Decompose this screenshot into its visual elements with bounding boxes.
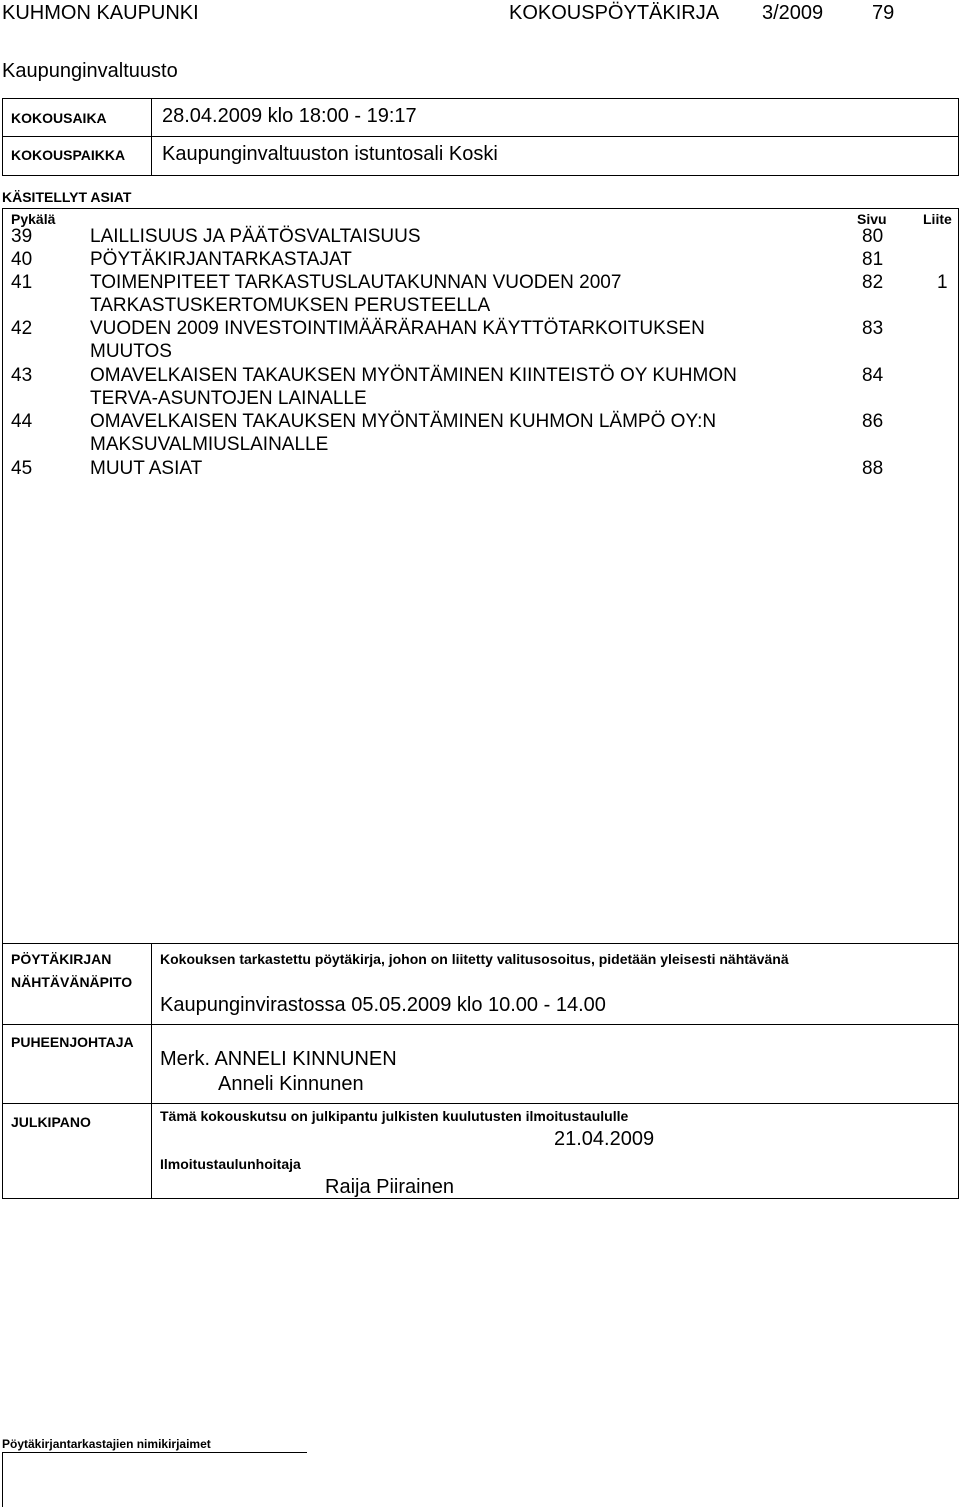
- display-text: Kokouksen tarkastettu pöytäkirja, johon on liitetty valitusosoitus, pidetään yleisesti nähtävänä: [160, 951, 789, 967]
- board-keeper-name: Raija Piirainen: [325, 1176, 454, 1198]
- item-page: 88: [862, 458, 884, 479]
- meeting-time-label: KOKOUSAIKA: [11, 110, 107, 126]
- col-section-header: Pykälä: [11, 211, 56, 227]
- item-page: 84: [862, 365, 884, 386]
- divider: [151, 943, 152, 1199]
- col-page-header: Sivu: [857, 211, 887, 227]
- posting-text: Tämä kokouskutsu on julkipantu julkisten kuulutusten ilmoitustaululle: [160, 1108, 629, 1124]
- item-page: 83: [862, 318, 884, 339]
- footer-box: [2, 943, 959, 1199]
- item-title: PÖYTÄKIRJANTARKASTAJAT: [90, 249, 352, 270]
- meeting-place-value: Kaupunginvaltuuston istuntosali Koski: [162, 143, 498, 165]
- item-number: 40: [11, 249, 33, 270]
- chair-line2: Anneli Kinnunen: [218, 1073, 364, 1095]
- item-page: 81: [862, 249, 884, 270]
- item-number: 43: [11, 365, 33, 386]
- signatures-label: Pöytäkirjantarkastajien nimikirjaimet: [2, 1437, 211, 1451]
- item-title: VUODEN 2009 INVESTOINTIMÄÄRÄRAHAN KÄYTTÖTARKOITUKSEN MUUTOS: [90, 318, 705, 362]
- item-number: 39: [11, 226, 33, 247]
- body-name: Kaupunginvaltuusto: [2, 60, 178, 82]
- item-number: 45: [11, 458, 33, 479]
- chair-line1: Merk. ANNELI KINNUNEN: [160, 1048, 397, 1070]
- board-keeper-label: Ilmoitustaulunhoitaja: [160, 1156, 301, 1172]
- signature-line: [2, 1452, 307, 1453]
- divider: [2, 136, 959, 137]
- item-number: 41: [11, 272, 33, 293]
- posting-label: JULKIPANO: [11, 1114, 91, 1130]
- col-attachment-header: Liite: [923, 211, 952, 227]
- divider: [2, 1103, 959, 1104]
- item-number: 42: [11, 318, 33, 339]
- item-title: OMAVELKAISEN TAKAUKSEN MYÖNTÄMINEN KIINTEISTÖ OY KUHMON TERVA-ASUNTOJEN LAINALLE: [90, 365, 737, 409]
- chair-label: PUHEENJOHTAJA: [11, 1034, 134, 1050]
- doc-type: KOKOUSPÖYTÄKIRJA: [509, 2, 720, 24]
- page-number: 79: [872, 2, 895, 24]
- meeting-place-label: KOKOUSPAIKKA: [11, 147, 126, 163]
- item-title: LAILLISUUS JA PÄÄTÖSVALTAISUUS: [90, 226, 421, 247]
- item-title: MUUT ASIAT: [90, 458, 203, 479]
- divider: [151, 98, 152, 176]
- item-page: 86: [862, 411, 884, 432]
- item-number: 44: [11, 411, 33, 432]
- signature-box-edge: [2, 1452, 3, 1507]
- doc-number: 3/2009: [762, 2, 824, 24]
- org-name: KUHMON KAUPUNKI: [2, 2, 199, 24]
- display-label-1: PÖYTÄKIRJAN: [11, 951, 112, 967]
- item-attachment: 1: [937, 272, 948, 293]
- divider: [2, 1024, 959, 1025]
- item-title: OMAVELKAISEN TAKAUKSEN MYÖNTÄMINEN KUHMON LÄMPÖ OY:N MAKSUVALMIUSLAINALLE: [90, 411, 717, 455]
- item-page: 82: [862, 272, 884, 293]
- item-title: TOIMENPITEET TARKASTUSLAUTAKUNNAN VUODEN 2007 TARKASTUSKERTOMUKSEN PERUSTEELLA: [90, 272, 622, 316]
- meeting-time-value: 28.04.2009 klo 18:00 - 19:17: [162, 105, 417, 127]
- display-label-2: NÄHTÄVÄNÄPITO: [11, 974, 133, 990]
- posting-date: 21.04.2009: [554, 1128, 655, 1150]
- item-page: 80: [862, 226, 884, 247]
- display-place: Kaupunginvirastossa 05.05.2009 klo 10.00 - 14.00: [160, 994, 606, 1016]
- agenda-heading: KÄSITELLYT ASIAT: [2, 189, 132, 205]
